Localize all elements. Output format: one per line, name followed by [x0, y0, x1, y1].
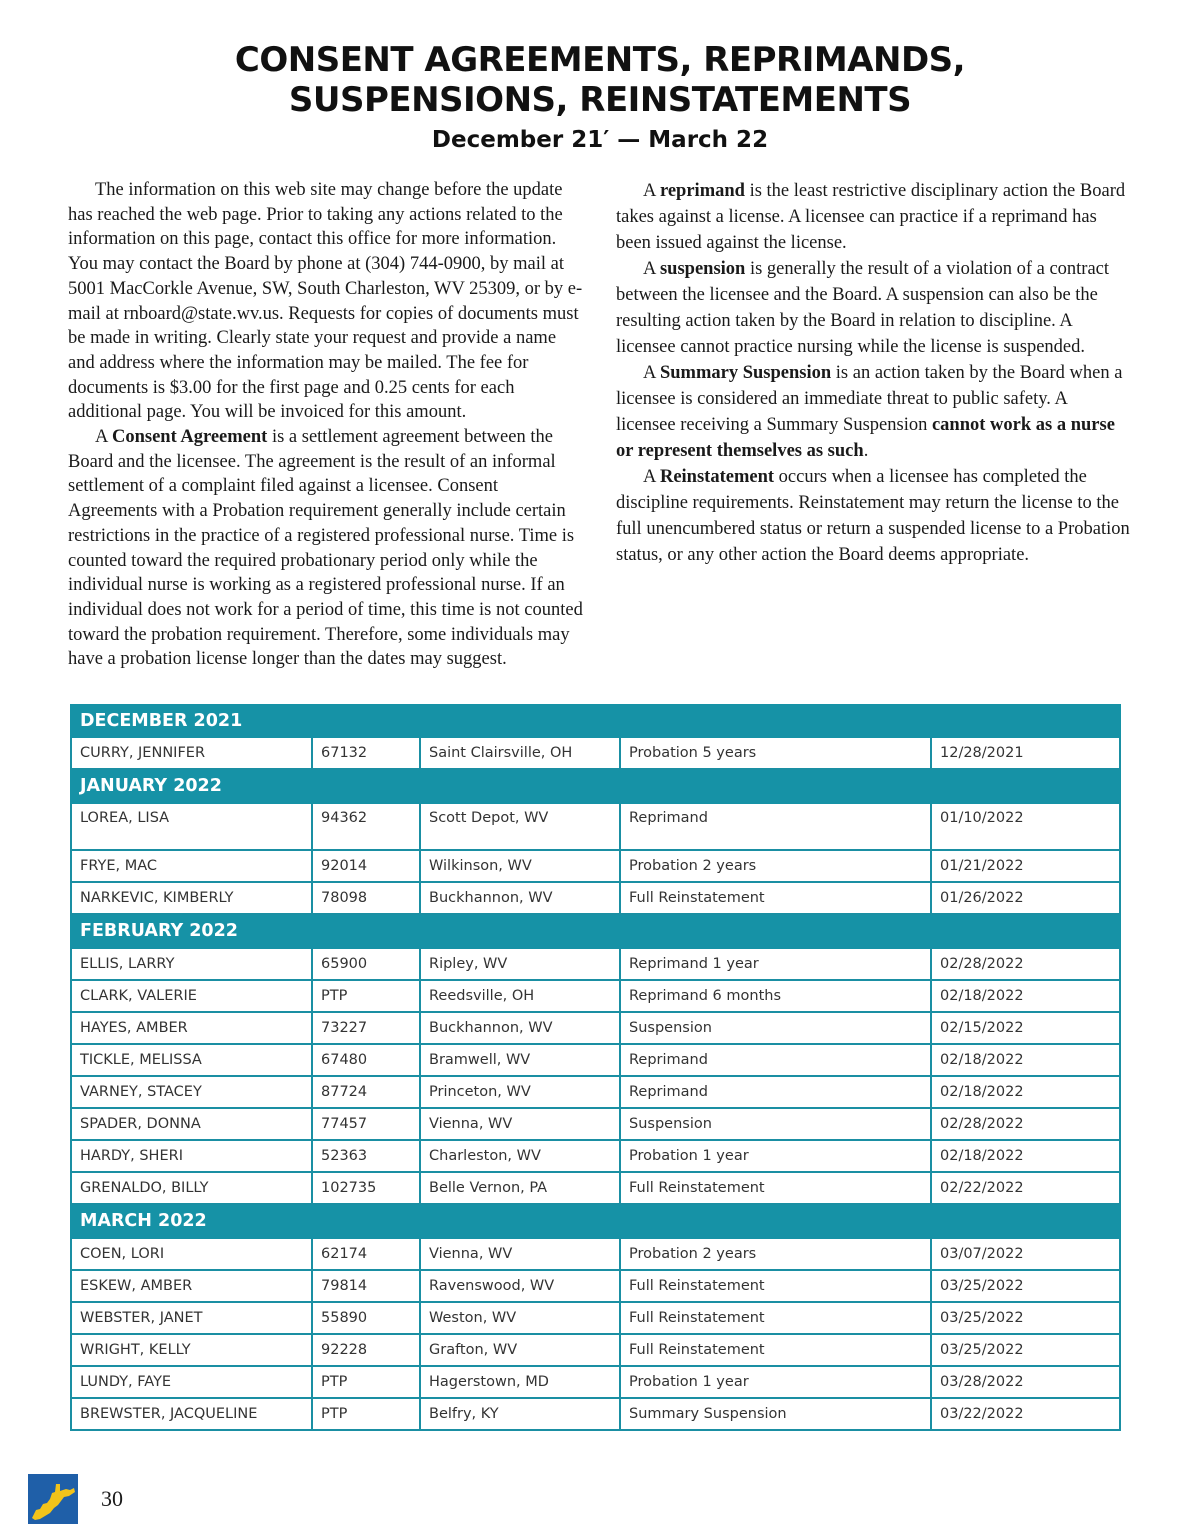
page-title-line-1: CONSENT AGREEMENTS, REPRIMANDS,: [234, 40, 966, 80]
cell-name: ELLIS, LARRY: [71, 948, 312, 980]
cell-license: PTP: [312, 980, 420, 1012]
disciplinary-actions-table: [70, 704, 1121, 1431]
table-row: [71, 1108, 1120, 1140]
cell-date: 01/10/2022: [931, 803, 1120, 850]
cell-date: 02/18/2022: [931, 1044, 1120, 1076]
cell-city: Saint Clairsville, OH: [420, 737, 620, 769]
term-summary-suspension: Summary Suspension: [659, 363, 832, 383]
cell-name: GRENALDO, BILLY: [71, 1172, 312, 1204]
cell-name: CURRY, JENNIFER: [71, 737, 312, 769]
page-number: 30: [101, 1486, 123, 1511]
month-header-row: [71, 914, 1120, 948]
cell-city: Buckhannon, WV: [420, 882, 620, 914]
table-row: [71, 1140, 1120, 1172]
cell-action: Reprimand: [620, 1076, 931, 1108]
cell-name: WEBSTER, JANET: [71, 1302, 312, 1334]
table-row: [71, 803, 1120, 850]
month-header-row: [71, 769, 1120, 803]
table-row: [71, 737, 1120, 769]
cell-city: Princeton, WV: [420, 1076, 620, 1108]
cell-city: Belle Vernon, PA: [420, 1172, 620, 1204]
intro-paragraph-summary-suspension: A Summary Suspension is an action taken by the Board when a licensee is considered an immediate threat to public safety. A licensee receiving a Summary Suspension cannot work as a nurse or represent themselves as such.: [616, 363, 1123, 461]
intro-column-left: [68, 178, 583, 672]
term-reprimand: reprimand: [659, 181, 745, 201]
cell-city: Wilkinson, WV: [420, 850, 620, 882]
table-row: [71, 1012, 1120, 1044]
cell-date: 12/28/2021: [931, 737, 1120, 769]
cell-license: 62174: [312, 1238, 420, 1270]
cell-name: COEN, LORI: [71, 1238, 312, 1270]
table-row: [71, 980, 1120, 1012]
cell-action: Suspension: [620, 1012, 931, 1044]
cell-city: Vienna, WV: [420, 1108, 620, 1140]
cell-action: Full Reinstatement: [620, 1172, 931, 1204]
cell-action: Reprimand: [620, 803, 931, 850]
cell-action: Probation 5 years: [620, 737, 931, 769]
cell-city: Hagerstown, MD: [420, 1366, 620, 1398]
table-row: [71, 1398, 1120, 1430]
table-row: [71, 882, 1120, 914]
cell-name: LOREA, LISA: [71, 803, 312, 850]
cell-name: ESKEW, AMBER: [71, 1270, 312, 1302]
cell-action: Full Reinstatement: [620, 1270, 931, 1302]
cell-action: Full Reinstatement: [620, 882, 931, 914]
cell-date: 02/18/2022: [931, 1140, 1120, 1172]
cell-name: HAYES, AMBER: [71, 1012, 312, 1044]
cell-date: 01/26/2022: [931, 882, 1120, 914]
summary-suspension-warning: cannot work as a nurse or represent themselves as such: [616, 415, 1115, 461]
cell-city: Weston, WV: [420, 1302, 620, 1334]
intro-paragraph-suspension: A suspension is generally the result of a violation of a contract between the licensee and the Board. A suspension can also be the resulting action taken by the Board in relation to discipline. A licensee cannot practice nursing while the license is suspended.: [616, 259, 1110, 357]
intro-paragraph-reprimand: A reprimand is the least restrictive disciplinary action the Board takes against a license. A licensee can practice if a reprimand has been issued against the license.: [616, 181, 1126, 253]
table-row: [71, 1270, 1120, 1302]
page-title-line-2: SUSPENSIONS, REINSTATEMENTS: [288, 80, 912, 120]
cell-action: Probation 2 years: [620, 850, 931, 882]
table-row: [71, 1366, 1120, 1398]
cell-action: Summary Suspension: [620, 1398, 931, 1430]
cell-action: Full Reinstatement: [620, 1334, 931, 1366]
cell-license: 73227: [312, 1012, 420, 1044]
cell-date: 02/28/2022: [931, 948, 1120, 980]
cell-date: 01/21/2022: [931, 850, 1120, 882]
cell-action: Probation 2 years: [620, 1238, 931, 1270]
cell-city: Reedsville, OH: [420, 980, 620, 1012]
month-header-row: [71, 705, 1120, 737]
intro-paragraph-1: The information on this web site may change before the update has reached the web page. Prior to taking any actions related to the information on this page, contact this office for more information. You may contact the Board by phone at (304) 744-0900, by mail at 5001 MacCorkle Avenue, SW, South Charleston, WV 25309, or by e-mail at rnboard@state.wv.us. Requests for copies of documents must be made in writing. Clearly state your request and provide a name and address where the information may be mailed. The fee for documents is $3.00 for the first page and 0.25 cents for each additional page. You will be invoiced for this amount.: [68, 180, 583, 423]
cell-name: LUNDY, FAYE: [71, 1366, 312, 1398]
page-subtitle: December 21′ — March 22: [431, 127, 769, 153]
term-consent-agreement: Consent Agreement: [111, 427, 268, 448]
table-row: [71, 1044, 1120, 1076]
intro-paragraph-reinstatement: A Reinstatement occurs when a licensee has completed the discipline requirements. Reinstatement may return the license to the full unencumbered status or return a suspended license to a Probation status, or any other action the Board deems appropriate.: [616, 467, 1130, 565]
cell-city: Grafton, WV: [420, 1334, 620, 1366]
cell-license: 78098: [312, 882, 420, 914]
table-row: [71, 1334, 1120, 1366]
cell-city: Ripley, WV: [420, 948, 620, 980]
cell-date: 03/07/2022: [931, 1238, 1120, 1270]
cell-city: Belfry, KY: [420, 1398, 620, 1430]
cell-name: VARNEY, STACEY: [71, 1076, 312, 1108]
cell-city: Bramwell, WV: [420, 1044, 620, 1076]
cell-date: 02/18/2022: [931, 980, 1120, 1012]
cell-date: 02/15/2022: [931, 1012, 1120, 1044]
cell-license: 67480: [312, 1044, 420, 1076]
cell-date: 03/28/2022: [931, 1366, 1120, 1398]
cell-action: Reprimand 1 year: [620, 948, 931, 980]
cell-name: FRYE, MAC: [71, 850, 312, 882]
cell-name: WRIGHT, KELLY: [71, 1334, 312, 1366]
table-row: [71, 1172, 1120, 1204]
month-header-row: [71, 1204, 1120, 1238]
cell-license: 77457: [312, 1108, 420, 1140]
cell-name: NARKEVIC, KIMBERLY: [71, 882, 312, 914]
month-header: DECEMBER 2021: [71, 705, 1120, 737]
cell-license: 67132: [312, 737, 420, 769]
cell-date: 03/25/2022: [931, 1302, 1120, 1334]
cell-date: 02/18/2022: [931, 1076, 1120, 1108]
table-row: [71, 850, 1120, 882]
west-virginia-state-icon: [28, 1474, 78, 1524]
cell-date: 03/25/2022: [931, 1334, 1120, 1366]
cell-name: BREWSTER, JACQUELINE: [71, 1398, 312, 1430]
cell-date: 03/22/2022: [931, 1398, 1120, 1430]
cell-license: PTP: [312, 1366, 420, 1398]
cell-license: 94362: [312, 803, 420, 850]
cell-license: 92014: [312, 850, 420, 882]
term-suspension: suspension: [659, 259, 746, 279]
cell-license: 55890: [312, 1302, 420, 1334]
intro-paragraph-consent-agreement: A Consent Agreement is a settlement agreement between the Board and the licensee. The agreement is the result of an informal settlement of a complaint filed against a licensee. Consent Agreements with a Probation requirement generally include certain restrictions in the practice of a registered professional nurse. Time is counted toward the required probationary period only while the individual nurse is working as a registered professional nurse. If an individual does not work for a period of time, this time is not counted toward the probation requirement. Therefore, some individuals may have a probation license longer than the dates may suggest.: [68, 427, 583, 670]
page-footer: [28, 1474, 228, 1524]
month-header: JANUARY 2022: [71, 769, 1120, 803]
cell-license: 52363: [312, 1140, 420, 1172]
table-row: [71, 1076, 1120, 1108]
cell-action: Probation 1 year: [620, 1140, 931, 1172]
cell-action: Probation 1 year: [620, 1366, 931, 1398]
page-title: [0, 40, 1200, 120]
cell-license: 87724: [312, 1076, 420, 1108]
cell-name: TICKLE, MELISSA: [71, 1044, 312, 1076]
cell-name: HARDY, SHERI: [71, 1140, 312, 1172]
month-header: MARCH 2022: [71, 1204, 1120, 1238]
table-row: [71, 1238, 1120, 1270]
cell-license: 79814: [312, 1270, 420, 1302]
cell-city: Vienna, WV: [420, 1238, 620, 1270]
cell-date: 02/28/2022: [931, 1108, 1120, 1140]
cell-action: Suspension: [620, 1108, 931, 1140]
cell-license: PTP: [312, 1398, 420, 1430]
cell-date: 03/25/2022: [931, 1270, 1120, 1302]
cell-name: SPADER, DONNA: [71, 1108, 312, 1140]
month-header: FEBRUARY 2022: [71, 914, 1120, 948]
cell-action: Reprimand: [620, 1044, 931, 1076]
intro-column-right: [616, 178, 1131, 568]
cell-city: Buckhannon, WV: [420, 1012, 620, 1044]
cell-name: CLARK, VALERIE: [71, 980, 312, 1012]
term-reinstatement: Reinstatement: [659, 467, 775, 487]
table-row: [71, 1302, 1120, 1334]
table-row: [71, 948, 1120, 980]
cell-city: Ravenswood, WV: [420, 1270, 620, 1302]
cell-action: Reprimand 6 months: [620, 980, 931, 1012]
cell-action: Full Reinstatement: [620, 1302, 931, 1334]
cell-license: 102735: [312, 1172, 420, 1204]
cell-city: Charleston, WV: [420, 1140, 620, 1172]
cell-city: Scott Depot, WV: [420, 803, 620, 850]
cell-date: 02/22/2022: [931, 1172, 1120, 1204]
cell-license: 92228: [312, 1334, 420, 1366]
cell-license: 65900: [312, 948, 420, 980]
